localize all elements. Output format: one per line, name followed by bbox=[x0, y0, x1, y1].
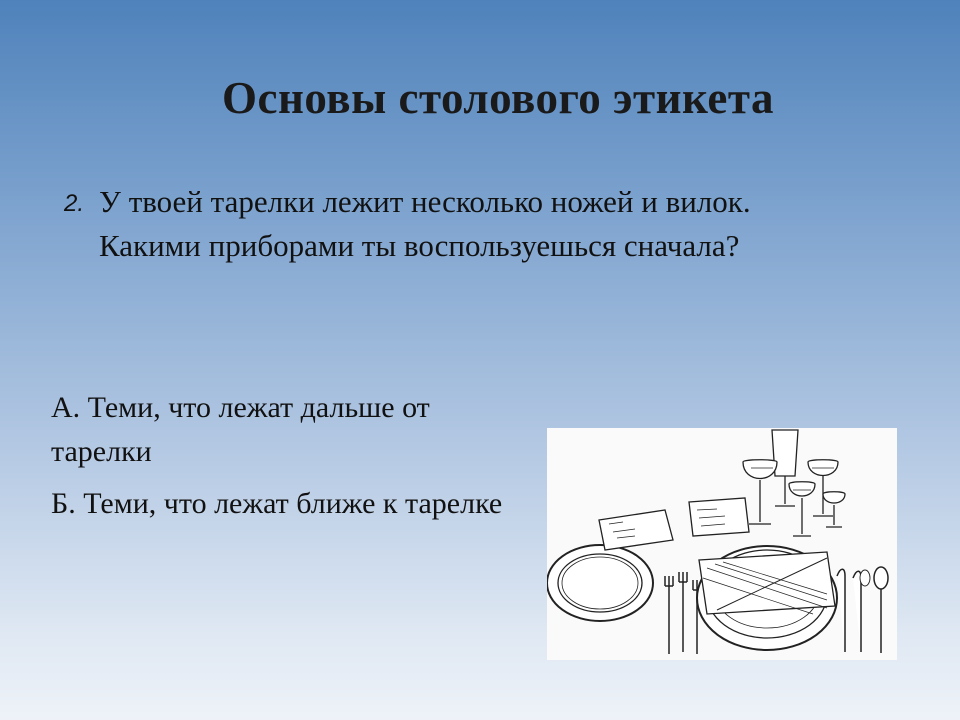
question-text-line-1: У твоей тарелки лежит несколько ножей и вилок. bbox=[99, 184, 751, 219]
napkin bbox=[699, 552, 835, 614]
answer-option-a: А. Теми, что лежат дальше от тарелки bbox=[51, 391, 430, 468]
knives-spoons-right bbox=[837, 567, 888, 653]
place-card-left bbox=[599, 510, 673, 550]
glassware bbox=[743, 430, 845, 536]
slide-title: Основы столового этикета bbox=[222, 73, 774, 123]
bread-plate bbox=[547, 545, 653, 621]
forks-left bbox=[665, 572, 701, 654]
table-setting-illustration bbox=[547, 428, 897, 660]
place-card-right bbox=[689, 498, 749, 536]
answer-option-b: Б. Теми, что лежат ближе к тарелке bbox=[51, 487, 503, 520]
table-setting-drawing bbox=[547, 428, 897, 660]
question-text-line-2: Какими приборами ты воспользуешься сначала? bbox=[99, 228, 740, 263]
question-number: 2. bbox=[64, 190, 85, 217]
